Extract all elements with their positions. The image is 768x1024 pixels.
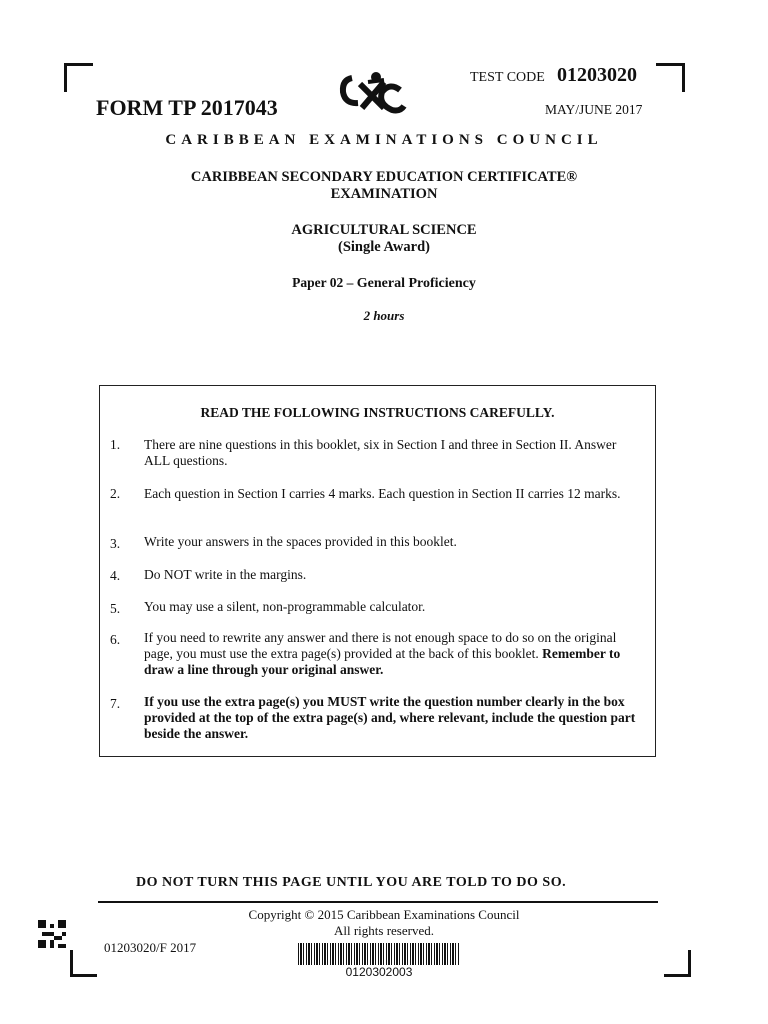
form-code: 01203020/F 2017 — [104, 940, 197, 955]
test-code-label: TEST CODE — [470, 70, 545, 85]
certificate-title: CARIBBEAN SECONDARY EDUCATION CERTIFICATE® — [190, 169, 578, 185]
instruction-number: 2. — [110, 486, 121, 501]
instruction-text: Write your answers in the spaces provided in this booklet. — [144, 534, 457, 549]
rights-text: All rights reserved. — [333, 923, 434, 938]
instruction-text: Do NOT write in the margins. — [144, 567, 307, 582]
instruction-text-regular: If you need to rewrite any answer and there is not enough space to do so on the original page, you must use the extra page(s) provided at the back of this booklet. — [144, 630, 617, 661]
instruction-text: If you use the extra page(s) you MUST write the question number clearly in the box provided at the top of the extra page(s) and, where relevant, include the question part beside the answer. — [144, 694, 636, 741]
barcode — [298, 943, 460, 965]
instructions-heading: READ THE FOLLOWING INSTRUCTIONS CAREFULLY. — [200, 405, 555, 420]
instruction-text-bold: Remember to draw a line through your original answer. — [144, 646, 621, 677]
instruction-number: 5. — [110, 601, 121, 616]
instruction-number: 3. — [110, 536, 121, 551]
qr-code — [38, 920, 66, 948]
exam-session: MAY/JUNE 2017 — [545, 102, 643, 117]
award-title: (Single Award) — [338, 239, 430, 255]
instruction-text — [144, 630, 644, 678]
corner-mark-bottom-left — [70, 950, 97, 977]
paper-title — [0, 275, 768, 292]
cxc-logo — [338, 68, 408, 116]
do-not-turn-warning: DO NOT TURN THIS PAGE UNTIL YOU ARE TOLD TO DO SO. — [136, 875, 567, 890]
duration: 2 hours — [363, 308, 405, 323]
instructions-box — [99, 385, 656, 757]
corner-mark-bottom-right — [664, 950, 691, 977]
paper-name: General Proficiency — [356, 276, 476, 291]
barcode-number: 0120302003 — [345, 965, 413, 979]
subject-title: AGRICULTURAL SCIENCE — [291, 222, 477, 238]
paper-prefix: Paper 02 – — [292, 275, 354, 290]
footer-rule — [98, 901, 658, 903]
instruction-number: 4. — [110, 568, 121, 583]
examination-title: EXAMINATION — [330, 186, 438, 202]
copyright-text: Copyright © 2015 Caribbean Examinations Council — [248, 907, 520, 922]
form-number: FORM TP 2017043 — [96, 95, 278, 120]
instruction-text: Each question in Section I carries 4 marks. Each question in Section II carries 12 marks. — [144, 486, 621, 501]
instruction-number: 6. — [110, 632, 121, 647]
corner-mark-top-right — [656, 63, 685, 92]
instruction-text: You may use a silent, non-programmable calculator. — [144, 599, 426, 614]
instruction-number: 1. — [110, 437, 121, 452]
instruction-number: 7. — [110, 696, 121, 711]
corner-mark-top-left — [64, 63, 93, 92]
council-name: CARIBBEAN EXAMINATIONS COUNCIL — [165, 132, 603, 148]
test-code: 01203020 — [557, 64, 637, 86]
instruction-text: There are nine questions in this booklet, six in Section I and three in Section II. Answer ALL questions. — [144, 437, 617, 468]
